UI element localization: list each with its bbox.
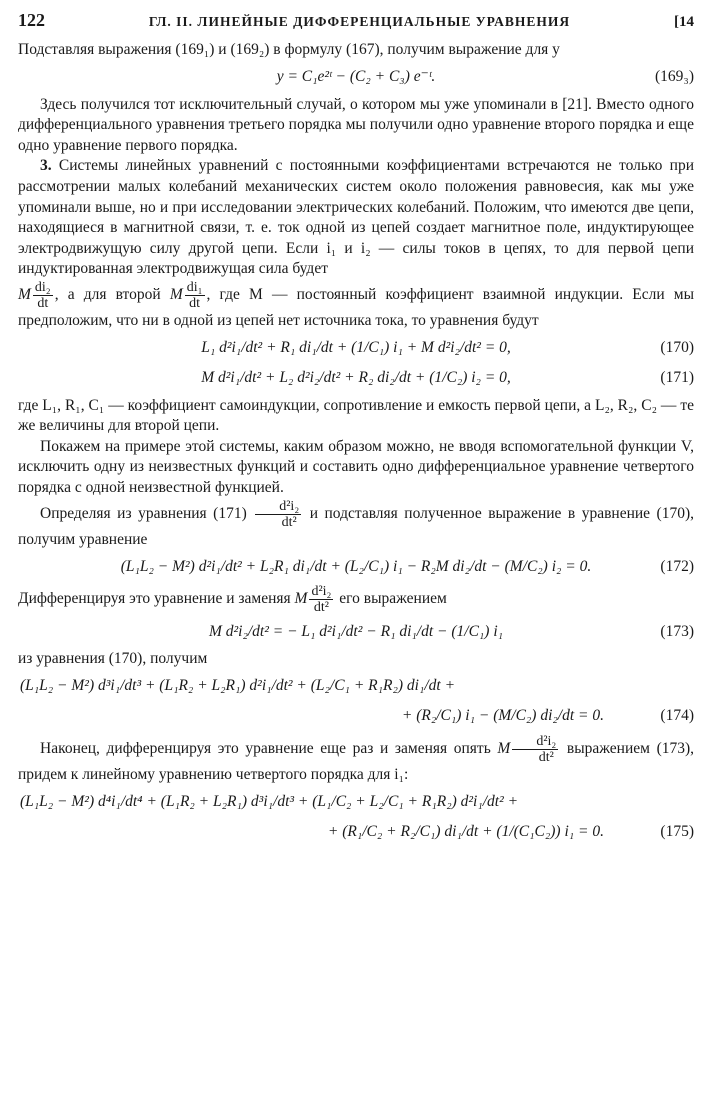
equation-number: (169₃) bbox=[655, 68, 694, 86]
frac-num: d²i₂ bbox=[512, 734, 558, 750]
paragraph-from-170: из уравнения (170), получим bbox=[18, 650, 208, 668]
book-page bbox=[18, 10, 694, 849]
frac-den: dt² bbox=[538, 749, 554, 765]
running-title: ГЛ. II. ЛИНЕЙНЫЕ ДИФФЕРЕНЦИАЛЬНЫЕ УРАВНЕНИЯ bbox=[148, 14, 571, 29]
section-mark: [14 bbox=[674, 14, 694, 30]
equation-body: + (R₁/C₂ + R₂/C₁) di₁/dt + (1/(C₁C₂)) i₁ = 0. bbox=[327, 822, 604, 840]
paragraph-exceptional-case: Здесь получился тот исключительный случай, о котором мы уже упоминали в [21]. Вместо одного дифференциального уравнения третьего порядка мы получили одно уравнение второго порядка и еще одно уравнение первого порядка. bbox=[18, 95, 694, 154]
paragraph-section-3-text: Системы линейных уравнений с постоянными коэффициентами встречаются не только при рассмотрении малых колебаний механических систем около положения равновесия, как мы уже упоминали выше, но и при исследовании электрических колебаний. Положим, что имеются две цепи, находящиеся в магнитной связи, т. е. ток одной из цепей создает магнитное поле, индуктирующее электродвижущую силу другой цепи. Если i₁ и i₂ — силы токов в цепях, то для первой цепи индуктированная электродвижущая сила будет bbox=[18, 157, 694, 278]
text-mutual-induction: , где M — постоянный коэффициент взаимной индукции. Если мы предположим, что ни в одной из цепей нет источника тока, то уравнения будут bbox=[18, 286, 694, 329]
section-number: 3. bbox=[40, 157, 52, 175]
frac-num: d²i₂ bbox=[311, 584, 332, 600]
equation-body: y = C₁e²ᵗ − (C₂ + C₃) e⁻ᵗ. bbox=[276, 68, 436, 86]
paragraph-determining bbox=[18, 499, 694, 551]
equation-body: M d²i₂/dt² = − L₁ d²i₁/dt² − R₁ di₁/dt − (1/C₁) i₁ bbox=[208, 622, 504, 640]
frac-den: dt bbox=[37, 295, 49, 311]
equation-number: (170) bbox=[660, 339, 694, 357]
equation-number: (172) bbox=[660, 557, 694, 575]
text-differentiating: Дифференцируя это уравнение и заменяя bbox=[18, 590, 291, 608]
frac-den: dt² bbox=[313, 600, 329, 616]
equation-number: (174) bbox=[660, 707, 694, 725]
equation-174-line2 bbox=[18, 704, 694, 730]
equation-body: (L₁L₂ − M²) d³i₁/dt³ + (L₁R₂ + L₂R₁) d²i₁/dt² + (L₂/C₁ + R₁R₂) di₁/dt + bbox=[20, 677, 456, 695]
text-finally: Наконец, дифференцируя это уравнение еще раз и заменяя опять bbox=[40, 739, 491, 757]
text-its-expression: его выражением bbox=[339, 590, 447, 608]
text-second-circuit: , а для второй bbox=[54, 286, 161, 303]
frac-den: dt bbox=[189, 295, 201, 311]
page-number: 122 bbox=[18, 10, 45, 30]
equation-body: M d²i₁/dt² + L₂ d²i₂/dt² + R₂ di₂/dt + (1/C₂) i₂ = 0, bbox=[201, 369, 511, 387]
paragraph-section-3 bbox=[18, 156, 694, 280]
equation-body: L₁ d²i₁/dt² + R₁ di₁/dt + (1/C₁) i₁ + M d²i₂/dt² = 0, bbox=[201, 339, 511, 357]
frac-di2-dt bbox=[33, 280, 53, 311]
equation-175-line1 bbox=[18, 789, 694, 815]
equation-171 bbox=[18, 366, 694, 392]
paragraph-finally bbox=[18, 734, 694, 786]
emf-second-m: M bbox=[169, 286, 183, 303]
m-symbol: M bbox=[497, 739, 511, 757]
m-symbol: M bbox=[294, 590, 308, 608]
equation-body: (L₁L₂ − M²) d⁴i₁/dt⁴ + (L₁R₂ + L₂R₁) d³i₁/dt³ + (L₁/C₂ + L₂/C₁ + R₁R₂) d²i₁/dt² + bbox=[20, 792, 519, 810]
text-fourth-order: выражением (173), придем к линейному уравнению четвертого порядка для i₁: bbox=[18, 739, 695, 783]
equation-172 bbox=[18, 554, 694, 580]
paragraph-differentiating bbox=[18, 584, 694, 615]
paragraph-example: Покажем на примере этой системы, каким образом можно, не вводя вспомогательной функции V, исключить одну из неизвестных функций и составить одно дифференциальное уравнение четвертого порядка с одной неизвестной функцией. bbox=[18, 437, 694, 496]
equation-169-3 bbox=[18, 65, 694, 91]
equation-173 bbox=[18, 619, 694, 645]
equation-170 bbox=[18, 336, 694, 362]
frac-num: di₂ bbox=[34, 279, 51, 295]
equation-number: (171) bbox=[660, 369, 694, 387]
frac-d2i2-dt2-second bbox=[309, 584, 333, 615]
equation-body: + (R₂/C₁) i₁ − (M/C₂) di₂/dt = 0. bbox=[401, 707, 604, 725]
frac-di1-dt bbox=[185, 280, 205, 311]
equation-number: (173) bbox=[660, 622, 694, 640]
text-determining: Определяя из уравнения (171) bbox=[40, 504, 247, 522]
equation-number: (175) bbox=[660, 822, 694, 840]
equation-body: (L₁L₂ − M²) d²i₁/dt² + L₂R₁ di₁/dt + (L₂/C₁) i₁ − R₂M di₂/dt − (M/C₂) i₂ = 0. bbox=[120, 557, 592, 575]
frac-num: di₁ bbox=[186, 279, 203, 295]
equation-174-line1 bbox=[18, 674, 694, 700]
text-substituting: и подставляя полученное выражение в уравнение (170), получим уравнение bbox=[18, 504, 694, 548]
frac-den: dt² bbox=[281, 514, 297, 530]
paragraph-emf bbox=[18, 280, 694, 332]
paragraph-coefficients: где L₁, R₁, C₁ — коэффициент самоиндукции, сопротивление и емкость первой цепи, а L₂, R₂, C₂ — те же величины для второй цепи. bbox=[18, 396, 694, 435]
frac-d2i2-dt2 bbox=[255, 499, 301, 530]
frac-d2i2-dt2-third bbox=[512, 734, 558, 765]
page-header bbox=[18, 10, 694, 40]
equation-175-line2 bbox=[18, 819, 694, 845]
emf-first-m: M bbox=[18, 286, 31, 303]
paragraph-intro: Подставляя выражения (169₁) и (169₂) в формулу (167), получим выражение для y bbox=[18, 41, 560, 58]
frac-num: d²i₂ bbox=[255, 499, 301, 515]
